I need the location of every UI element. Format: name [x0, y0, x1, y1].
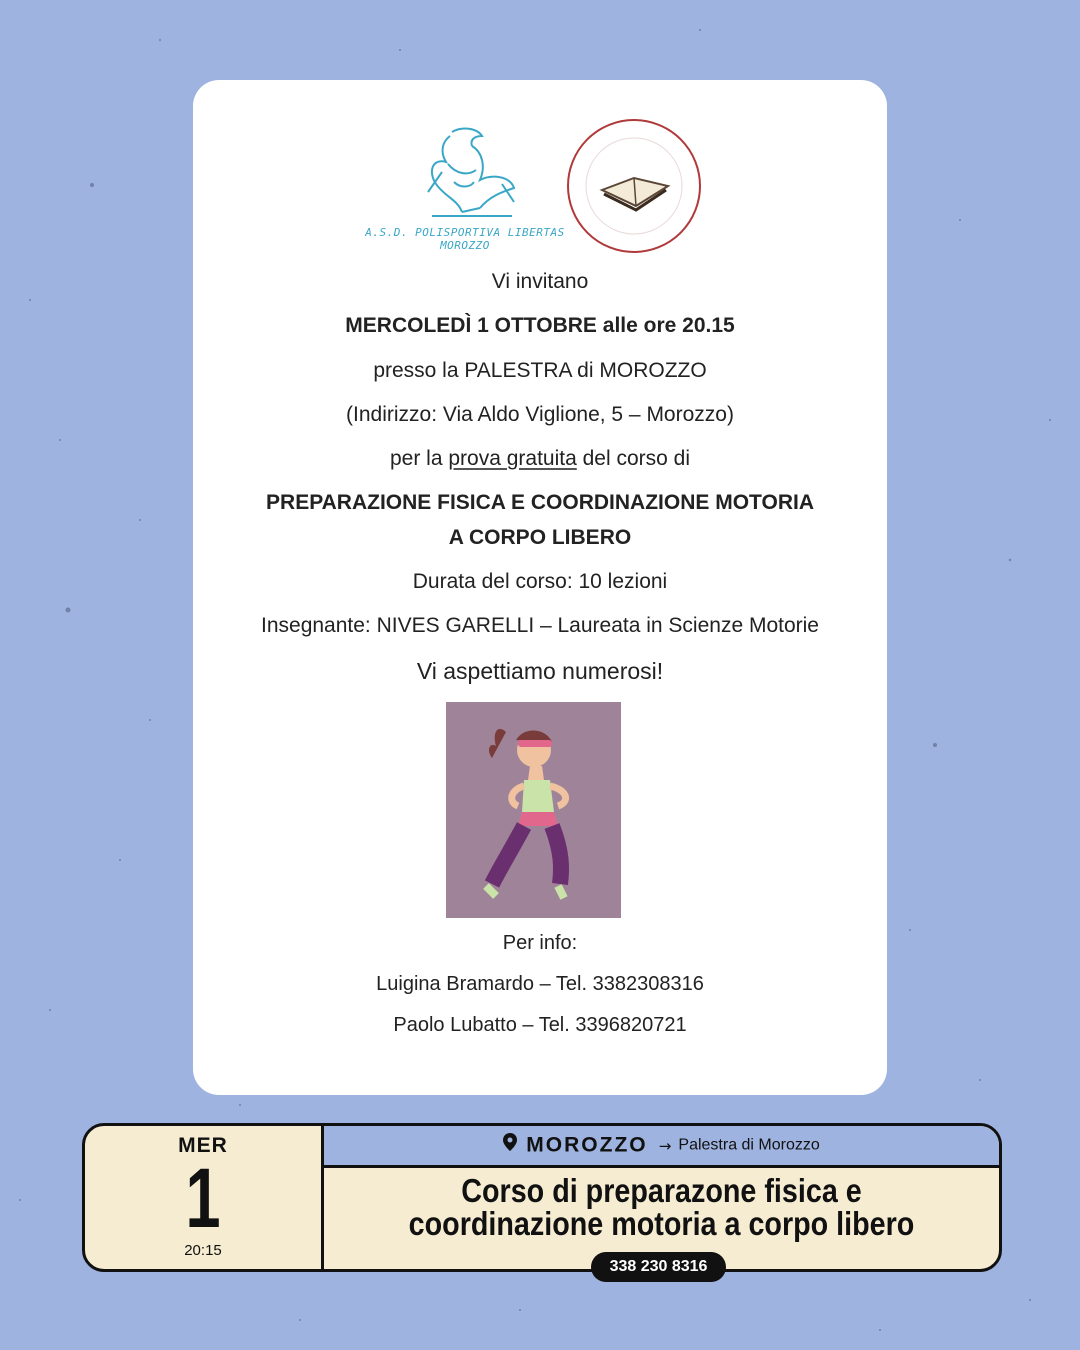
event-venue: Palestra di Morozzo [678, 1136, 820, 1154]
club-name-text: A.S.D. POLISPORTIVA LIBERTAS [365, 226, 565, 239]
club-name [365, 226, 565, 252]
weekday: MER [178, 1134, 228, 1157]
event-bar [82, 1123, 1002, 1272]
contact-luigina: Luigina Bramardo – Tel. 3382308316 [376, 973, 704, 995]
trial-underlined: prova gratuita [448, 447, 577, 470]
teacher-line: Insegnante: NIVES GARELLI – Laureata in Scienze Motorie [261, 614, 819, 637]
trial-line [193, 447, 887, 471]
club-town: MOROZZO [440, 239, 490, 252]
contact-paolo: Paolo Lubatto – Tel. 3396820721 [393, 1014, 687, 1036]
event-title-line-1: Corso di preparazone fisica e [461, 1172, 862, 1209]
course-title-line-1: PREPARAZIONE FISICA E COORDINAZIONE MOTORIA [266, 491, 814, 514]
book-seal-icon [564, 116, 704, 256]
event-title-line-2: coordinazione motoria a corpo libero [408, 1205, 915, 1242]
info-label: Per info: [502, 932, 578, 954]
address-line: (Indirizzo: Via Aldo Viglione, 5 – Morozzo) [346, 403, 734, 426]
date-box [85, 1126, 324, 1269]
closing-line: Vi aspettiamo numerosi! [416, 658, 664, 684]
place-line: presso la PALESTRA di MOROZZO [373, 359, 707, 382]
fitness-illustration [446, 702, 621, 918]
event-title [368, 1174, 955, 1240]
date-line: MERCOLEDÌ 1 OTTOBRE alle ore 20.15 [345, 314, 735, 337]
trial-prefix: per la [389, 447, 443, 470]
course-title-line-2: A CORPO LIBERO [448, 526, 632, 549]
duration-line: Durata del corso: 10 lezioni [412, 570, 668, 593]
location-strip [324, 1126, 999, 1168]
invite-line: Vi invitano [491, 270, 589, 293]
event-time: 20:15 [184, 1242, 222, 1259]
map-pin-icon [503, 1127, 517, 1165]
day-number: 1 [185, 1151, 221, 1245]
arrow-right-icon: → [658, 1136, 672, 1155]
event-town: MOROZZO [526, 1133, 648, 1157]
event-info [324, 1126, 999, 1269]
trial-suffix: del corso di [582, 447, 691, 470]
phone-badge[interactable]: 338 230 8316 [591, 1252, 726, 1282]
